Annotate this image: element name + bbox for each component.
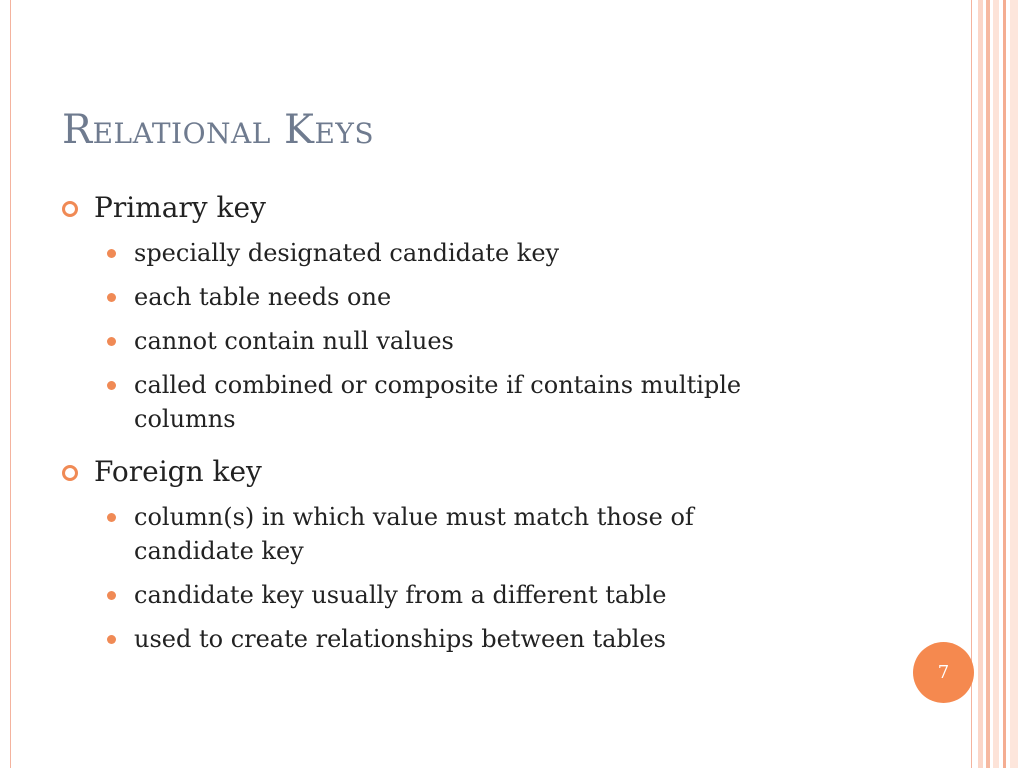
ring-bullet-icon: [62, 201, 78, 217]
page-number-badge: [913, 642, 974, 703]
sub-bullet-text: each table needs one: [134, 283, 392, 311]
sub-bullet: [62, 324, 822, 358]
dot-bullet-icon: [107, 337, 116, 346]
bullet-foreign-key: [62, 454, 822, 490]
decor-stripe: [1003, 0, 1006, 768]
decor-stripe: [978, 0, 983, 768]
slide-title: Relational Keys: [62, 107, 375, 153]
sub-bullet-text: specially designated candidate key: [134, 239, 560, 267]
dot-bullet-icon: [107, 591, 116, 600]
dot-bullet-icon: [107, 381, 116, 390]
decor-stripe: [993, 0, 999, 768]
sub-bullet: [62, 236, 822, 270]
sub-bullet-text: used to create relationships between tables: [134, 625, 666, 653]
dot-bullet-icon: [107, 249, 116, 258]
bullet-heading: Primary key: [94, 191, 266, 224]
sub-bullet-text: candidate key usually from a different table: [134, 581, 667, 609]
dot-bullet-icon: [107, 513, 116, 522]
page-number: 7: [937, 662, 950, 683]
sub-bullet: [62, 622, 822, 656]
sub-bullet: [62, 500, 794, 568]
sub-bullet-text: cannot contain null values: [134, 327, 454, 355]
sub-bullet-text: called combined or composite if contains multiple columns: [134, 371, 742, 433]
decor-stripe: [1010, 0, 1018, 768]
decor-stripe: [986, 0, 990, 768]
sub-bullet: [62, 578, 822, 612]
sub-bullet: [62, 368, 754, 436]
slide-content: [62, 190, 822, 666]
dot-bullet-icon: [107, 635, 116, 644]
ring-bullet-icon: [62, 465, 78, 481]
dot-bullet-icon: [107, 293, 116, 302]
sub-bullet: [62, 280, 822, 314]
sub-bullet-text: column(s) in which value must match those of candidate key: [134, 503, 694, 565]
bullet-primary-key: [62, 190, 822, 226]
bullet-heading: Foreign key: [94, 455, 262, 488]
